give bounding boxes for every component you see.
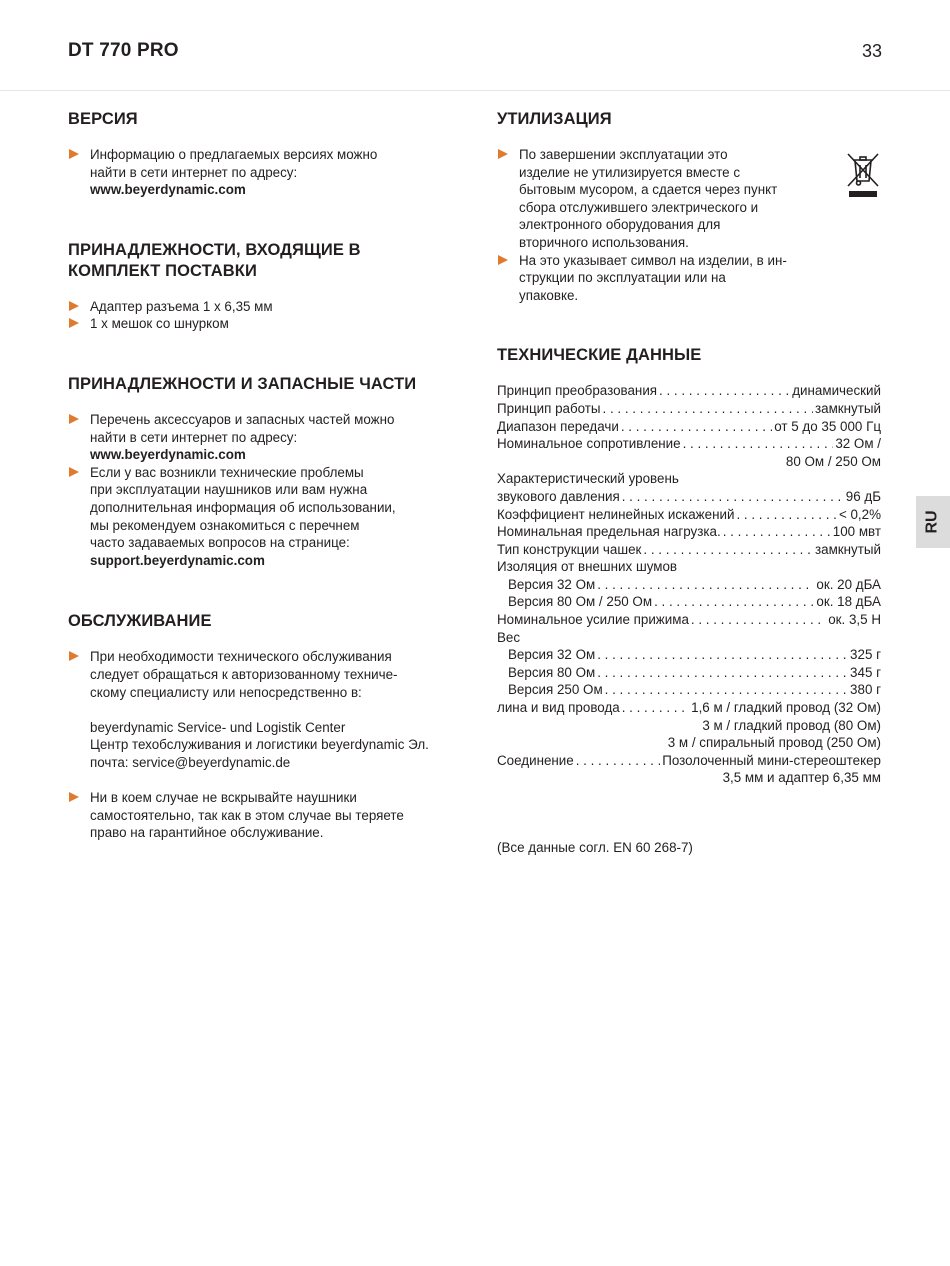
- spec-label: Принцип преобразования: [497, 383, 658, 399]
- website-link[interactable]: www.beyerdynamic.com: [90, 447, 246, 463]
- text-line: Ни в коем случае не вскрывайте наушники: [90, 790, 357, 806]
- text-line: мы рекомендуем ознакомиться с перечнем: [90, 517, 360, 533]
- service-list: [68, 648, 458, 842]
- spec-label: Номинальная предельная нагрузка.: [497, 524, 721, 540]
- bullet-triangle-icon: [69, 414, 79, 424]
- spec-label: Соединение: [497, 752, 574, 768]
- spec-row: [497, 382, 881, 400]
- text-line: По завершении эксплуатации это: [519, 147, 728, 162]
- spec-label: Номинальное сопротивление: [497, 436, 681, 452]
- section-tech-data: [497, 345, 881, 856]
- address-line: почта: service@beyerdynamic.de: [90, 754, 291, 770]
- bullet-triangle-icon: [69, 467, 79, 477]
- spec-label: Версия 80 Ом / 250 Ом: [508, 594, 653, 610]
- section-heading-service: ОБСЛУЖИВАНИЕ: [68, 612, 212, 631]
- text-line: часто задаваемых вопросов на странице:: [90, 535, 350, 551]
- spacer: [90, 771, 458, 789]
- spec-row: [497, 752, 881, 770]
- list-item: [68, 298, 458, 316]
- text-line: Адаптер разъема 1 x 6,35 мм: [90, 298, 273, 314]
- spec-row: [497, 488, 881, 506]
- list-item: [68, 315, 458, 333]
- spec-label: Диапазон передачи: [497, 418, 619, 434]
- spec-value-continuation: 3 м / гладкий провод (80 Ом): [702, 717, 881, 733]
- section-included: [68, 240, 458, 333]
- section-heading-tech-data: ТЕХНИЧЕСКИЕ ДАННЫЕ: [497, 346, 702, 365]
- spacer: [90, 701, 458, 719]
- text-line: при эксплуатации наушников или вам нужна: [90, 482, 368, 498]
- section-heading-spares: ПРИНАДЛЕЖНОСТИ И ЗАПАСНЫЕ ЧАСТИ: [68, 374, 417, 393]
- spec-label: лина и вид провода: [497, 700, 620, 716]
- header-divider: [0, 90, 950, 91]
- section-heading-disposal: УТИЛИЗАЦИЯ: [497, 110, 612, 128]
- left-column: [68, 109, 458, 842]
- spec-label: Вес: [497, 629, 521, 645]
- list-item: [68, 648, 458, 789]
- spec-value: 100 мвт: [832, 524, 881, 540]
- text-line: 1 x мешок со шнурком: [90, 316, 229, 332]
- spec-row: [497, 435, 881, 453]
- bullet-triangle-icon: [69, 318, 79, 328]
- address-line: Центр техобслуживания и логистики beyerdynamic Эл.: [90, 737, 429, 753]
- spec-value-continuation: 3,5 мм и адаптер 6,35 мм: [722, 770, 881, 786]
- spec-value: < 0,2%: [838, 506, 881, 522]
- spec-row: [497, 523, 881, 541]
- tech-footnote: (Все данные согл. EN 60 268-7): [497, 840, 693, 855]
- spec-row: [497, 593, 881, 611]
- text-line: струкции по эксплуатации или на: [519, 270, 726, 286]
- spec-row: [497, 664, 881, 682]
- text-line: На это указывает символ на изделии, в ин-: [519, 252, 787, 268]
- section-heading-version: ВЕРСИЯ: [68, 110, 138, 128]
- bullet-triangle-icon: [69, 792, 79, 802]
- included-list: [68, 298, 458, 333]
- spec-label: Принцип работы: [497, 400, 601, 416]
- text-line: скому специалисту или непосредственно в:: [90, 684, 362, 700]
- list-item: [68, 146, 458, 199]
- text-line: Информацию о предлагаемых версиях можно: [90, 147, 378, 162]
- list-item: [68, 411, 458, 464]
- spares-list: [68, 411, 458, 569]
- spec-row: [497, 576, 881, 594]
- section-spares: [68, 374, 458, 569]
- list-item: [497, 146, 881, 252]
- text-line: упаковке.: [519, 287, 579, 303]
- spec-label: Версия 32 Ом: [508, 647, 596, 663]
- text-line: сбора отслужившего электрического и: [519, 199, 759, 215]
- bullet-triangle-icon: [498, 255, 508, 265]
- document-title: DT 770 PRO: [68, 40, 179, 61]
- text-line: самостоятельно, так как в этом случае вы теряете: [90, 807, 404, 823]
- text-line: вторичного использования.: [519, 234, 689, 250]
- spec-label: Тип конструкции чашек: [497, 541, 642, 557]
- tech-specs-table: [497, 382, 881, 787]
- spec-row: [497, 541, 881, 559]
- spec-value: 380 г: [850, 682, 881, 698]
- spec-row: [497, 681, 881, 699]
- spec-label: Характеристический уровень: [497, 471, 679, 487]
- section-heading-included: [68, 240, 458, 282]
- spec-label: Изоляция от внешних шумов: [497, 559, 678, 575]
- spec-row: [497, 611, 881, 629]
- disposal-list: [497, 146, 881, 304]
- heading-line: ПРИНАДЛЕЖНОСТИ, ВХОДЯЩИЕ В: [68, 240, 361, 259]
- spec-value: замкнутый: [815, 541, 881, 557]
- spec-value: Позолоченный мини-стереоштекер: [662, 752, 881, 768]
- text-line: найти в сети интернет по адресу:: [90, 164, 298, 180]
- bullet-triangle-icon: [69, 301, 79, 311]
- list-item: [68, 464, 458, 570]
- spec-value-continuation: 3 м / спиральный провод (250 Ом): [667, 735, 881, 751]
- spec-value: ок. 3,5 Н: [828, 612, 881, 628]
- text-line: При необходимости технического обслуживания: [90, 649, 392, 665]
- support-link[interactable]: support.beyerdynamic.com: [90, 552, 265, 568]
- spec-row: [497, 646, 881, 664]
- spec-label: звукового давления: [497, 488, 620, 504]
- spec-label: Версия 250 Ом: [508, 682, 603, 698]
- heading-line: КОМПЛЕКТ ПОСТАВКИ: [68, 261, 257, 280]
- spec-value: от 5 до 35 000 Гц: [774, 418, 881, 434]
- text-line: электронного оборудования для: [519, 217, 721, 233]
- spec-value: 325 г: [850, 647, 881, 663]
- section-disposal: [497, 109, 881, 304]
- spec-value: 96 дБ: [845, 488, 881, 504]
- address-line: beyerdynamic Service- und Logistik Center: [90, 719, 346, 735]
- spec-row: [497, 506, 881, 524]
- spec-value: 1,6 м / гладкий провод (32 Ом): [691, 700, 881, 716]
- text-line: дополнительная информация об использовании,: [90, 499, 396, 515]
- website-link[interactable]: www.beyerdynamic.com: [90, 182, 246, 198]
- text-line: найти в сети интернет по адресу:: [90, 429, 298, 445]
- spec-label: Номинальное усилие прижима: [497, 612, 689, 628]
- spec-row: [497, 418, 881, 436]
- bullet-triangle-icon: [69, 149, 79, 159]
- text-line: Перечень аксессуаров и запасных частей можно: [90, 411, 395, 427]
- spec-value: 32 Ом /: [835, 436, 881, 452]
- list-item: [68, 789, 458, 842]
- section-version: [68, 109, 458, 199]
- bullet-triangle-icon: [498, 149, 508, 159]
- version-list: [68, 146, 458, 199]
- language-tab: [916, 496, 950, 548]
- spec-row: [497, 400, 881, 418]
- page-number: 33: [861, 41, 882, 61]
- spec-value: замкнутый: [815, 400, 881, 416]
- text-line: следует обращаться к авторизованному техниче-: [90, 666, 398, 682]
- spec-value: ок. 20 дБА: [816, 576, 881, 592]
- text-line: Если у вас возникли технические проблемы: [90, 464, 364, 480]
- list-item: [497, 252, 881, 305]
- spec-label: Коэффициент нелинейных искажений: [497, 506, 735, 522]
- right-column: [497, 109, 881, 857]
- spec-value: динамический: [792, 383, 881, 399]
- section-service: [68, 611, 458, 842]
- spec-value-continuation: 80 Ом / 250 Ом: [785, 453, 881, 469]
- spec-value: 345 г: [850, 664, 881, 680]
- spec-value: ок. 18 дБА: [816, 594, 881, 610]
- spec-label: Версия 32 Ом: [508, 576, 596, 592]
- text-line: право на гарантийное обслуживание.: [90, 825, 324, 841]
- text-line: изделие не утилизируется вместе с: [519, 164, 741, 180]
- spec-label: Версия 80 Ом: [508, 664, 596, 680]
- language-tab-label: RU: [923, 510, 941, 534]
- text-line: бытовым мусором, а сдается через пункт: [519, 182, 778, 198]
- spec-row: [497, 699, 881, 717]
- bullet-triangle-icon: [69, 651, 79, 661]
